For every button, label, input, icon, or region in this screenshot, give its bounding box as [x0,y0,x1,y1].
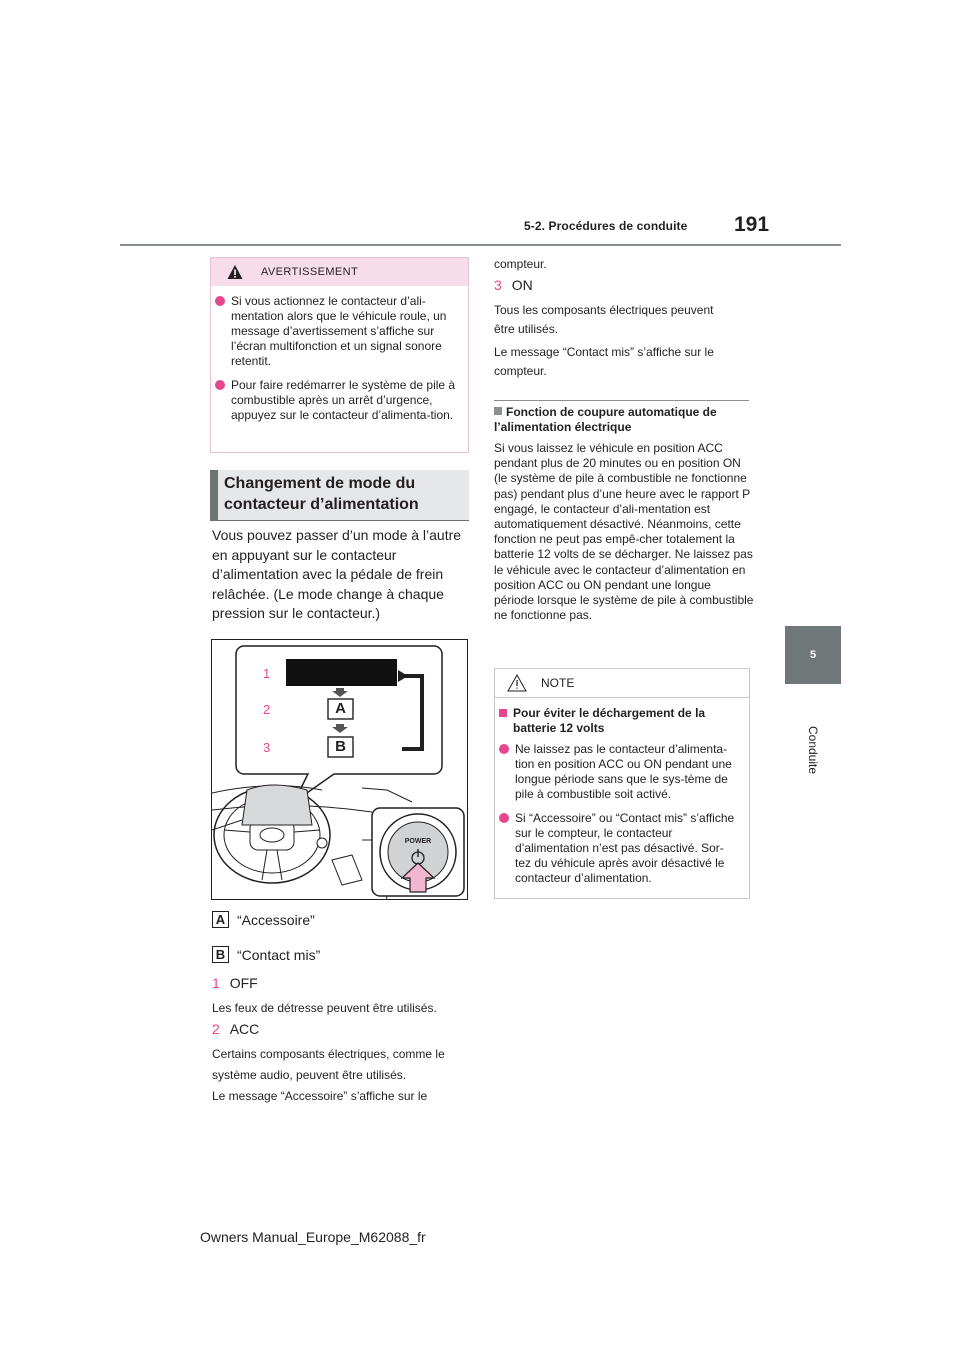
note-subtitle-text: Pour éviter le déchargement de la batterie 12 volts [513,706,706,735]
caution-icon [507,674,527,692]
chapter-number: 5 [809,649,817,661]
figure-letter-b: B [335,738,346,755]
note-title: NOTE [541,676,575,690]
legend-text-a: “Accessoire” [237,911,315,928]
warning-header [211,258,468,286]
legend-b [212,946,320,963]
step-3-desc-3: Le message “Contact mis” s’affiche sur le [494,345,714,359]
warning-item [215,378,461,423]
auto-off-body: Si vous laissez le véhicule en position ACC pendant plus de 20 minutes ou en position ON (le système de pile à combustible ne fonctionne pas) pendant plus d’une heure avec le rapport P engagé, le contacteur d’ali-mentation est automatiquement désactivé. Néanmoins, cette fonction ne peut pas empê-cher totalement la batterie 12 volts de se décharger. Ne laissez pas le véhicule avec le contacteur d’alimentation en position ACC ou ON pendant une longue période lorsque le système de pile à combustible ne fonctionne pas. [494,441,754,623]
step-3 [494,277,533,293]
section-title-box [210,470,469,521]
step-2-desc-2: système audio, peuvent être utilisés. [212,1068,407,1082]
step-3-desc-4: compteur. [494,364,547,378]
step-3-desc-2: être utilisés. [494,322,559,336]
chapter-label-container [780,720,846,780]
header-divider [120,244,841,246]
power-switch-illustration [211,639,468,900]
note-box [494,668,750,899]
step-2-label: ACC [229,1021,260,1037]
auto-off-heading [494,405,752,435]
column-divider [494,400,749,401]
note-subtitle [499,706,739,736]
warning-item [215,294,461,369]
power-button-label: POWER [404,838,432,845]
legend-letter-b: B [212,946,229,963]
step-3-label: ON [511,277,533,293]
square-bullet-icon [494,407,502,415]
step-1-number: 1 [212,975,220,991]
step-2-desc-4: compteur. [494,257,547,271]
step-3-number: 3 [494,277,502,293]
legend-letter-a: A [212,911,229,928]
bullet-icon [499,813,509,823]
legend-text-b: “Contact mis” [237,946,321,963]
step-3-desc-1: Tous les composants électriques peuvent [494,303,714,317]
note-item [499,742,739,802]
footer-text: Owners Manual_Europe_M62088_fr [200,1229,426,1245]
note-header [495,669,749,698]
intro-paragraph: Vous pouvez passer d’un mode à l’autre en appuyant sur le contacteur d’alimentation avec la pédale de frein relâchée. (Le mode change à chaque pression sur le contacteur.) [212,527,462,621]
off-display [286,659,397,686]
note-item [499,811,739,886]
bullet-icon [215,296,225,306]
chapter-label: Conduite [805,725,820,775]
figure-num-2: 2 [263,702,271,717]
warning-title: AVERTISSEMENT [261,266,359,278]
figure-letter-a: A [335,700,346,717]
bullet-icon [215,380,225,390]
chapter-tab [785,626,841,684]
warning-item-text: Pour faire redémarrer le système de pile à combustible après un arrêt d’urgence, appuyez sur le contacteur d’alimenta-tion. [231,378,456,422]
note-item-text: Si “Accessoire” ou “Contact mis” s’affiche sur le compteur, le contacteur d’alimentation n’est pas désactivé. Sor-tez du véhicule après avoir désactivé le contacteur d’alimentation. [515,811,735,885]
step-1-desc: Les feux de détresse peuvent être utilisés. [212,1001,437,1015]
warning-item-text: Si vous actionnez le contacteur d’ali-mentation alors que le véhicule roule, un message d’avertissement s’affiche sur l’écran multifonction et un signal sonore retentit. [231,294,447,368]
dashboard-drawing [212,640,468,900]
page-number: 191 [734,213,770,236]
step-1 [212,975,258,991]
auto-off-title: Fonction de coupure automatique de l’alimentation électrique [494,405,717,434]
step-2-number: 2 [212,1021,220,1037]
note-item-text: Ne laissez pas le contacteur d’alimenta-tion en position ACC ou ON pendant une longue période sans que le sys-tème de pile à combustible soit activé. [515,742,732,801]
step-1-label: OFF [229,975,258,991]
step-2-desc-1: Certains composants électriques, comme le [212,1047,445,1061]
figure-num-3: 3 [263,740,271,755]
step-2 [212,1021,259,1037]
legend-a [212,911,315,928]
warning-icon [227,264,243,280]
section-header: 5-2. Procédures de conduite [524,219,688,233]
step-2-desc-3: Le message “Accessoire” s’affiche sur le [212,1089,428,1103]
section-title-line2: contacteur d’alimentation [224,496,419,513]
warning-box [210,257,469,453]
bullet-icon [499,744,509,754]
section-title-line1: Changement de mode du [224,475,416,492]
square-bullet-icon [499,709,507,717]
figure-num-1: 1 [263,666,271,681]
